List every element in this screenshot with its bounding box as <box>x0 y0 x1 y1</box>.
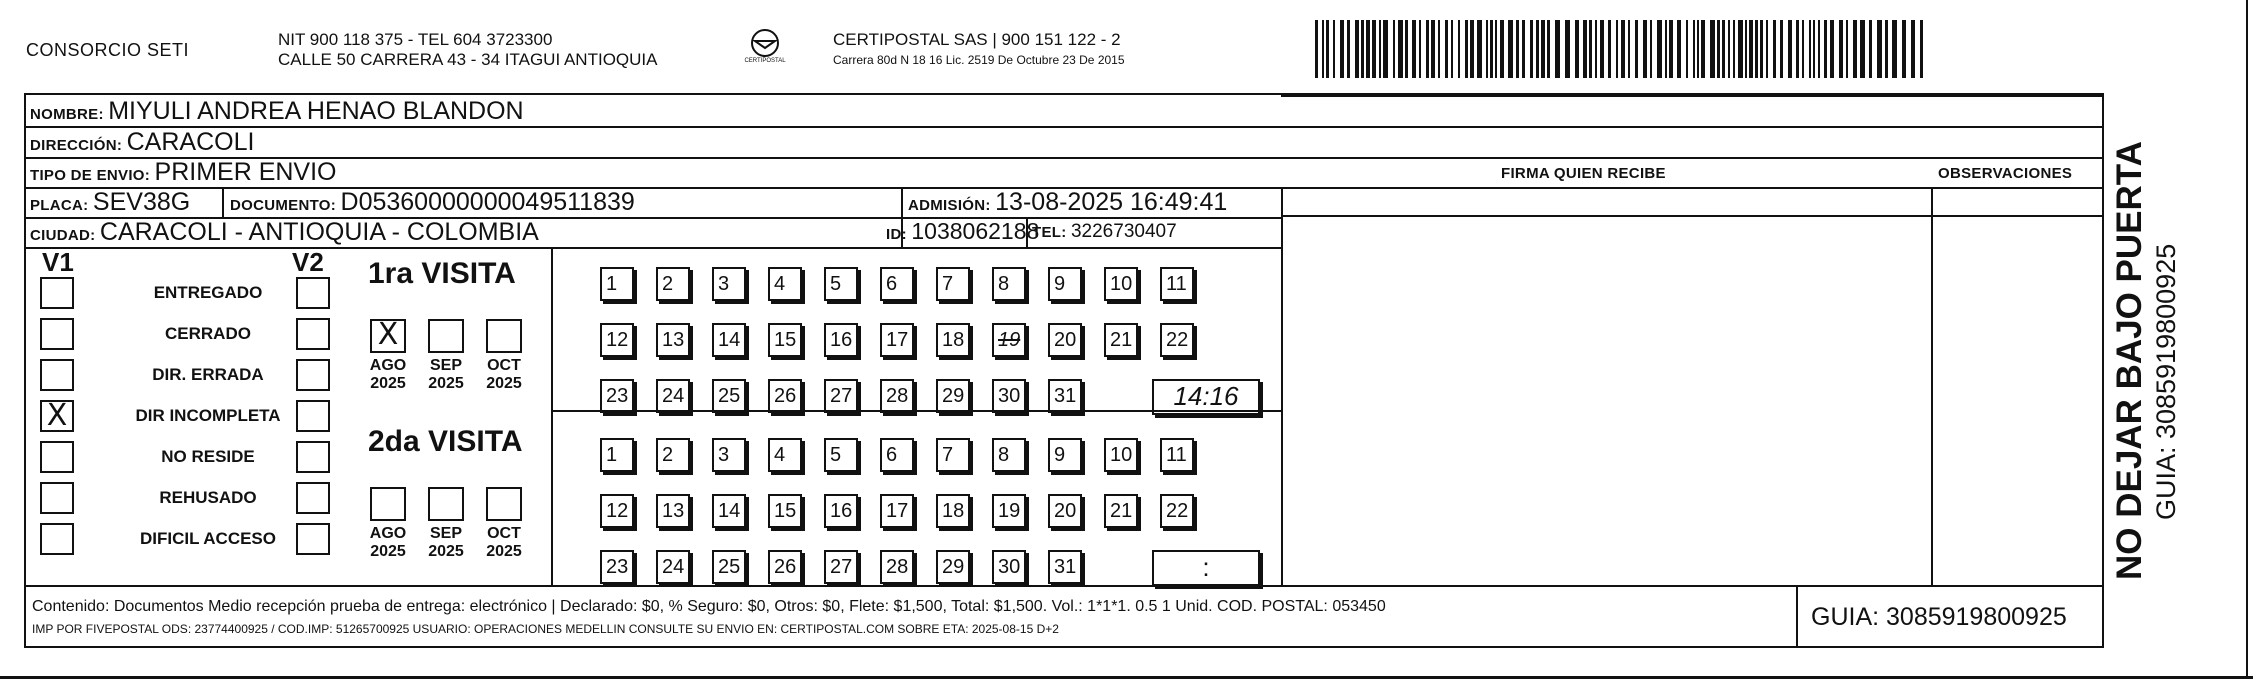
day-box[interactable]: 7 <box>936 438 970 472</box>
day-box[interactable]: 31 <box>1048 550 1082 584</box>
barcode-bar <box>1701 20 1705 78</box>
admision-label: ADMISIÓN: <box>908 197 991 214</box>
day-box[interactable]: 3 <box>712 438 746 472</box>
day-box[interactable]: 2 <box>656 267 690 301</box>
month-name: AGO <box>369 525 407 542</box>
barcode-bar <box>1470 20 1474 78</box>
day-box[interactable]: 28 <box>880 379 914 413</box>
month-checkbox[interactable] <box>428 319 464 353</box>
day-box[interactable]: 27 <box>824 379 858 413</box>
barcode-bar <box>1657 20 1662 78</box>
certipostal-info <box>833 30 1125 70</box>
barcode-bar <box>1355 20 1359 78</box>
barcode-bar <box>1650 20 1652 78</box>
barcode-bar <box>1530 20 1533 78</box>
barcode-bar <box>1813 20 1815 78</box>
nombre-value: MIYULI ANDREA HENAO BLANDON <box>108 97 524 125</box>
day-box[interactable]: 2 <box>656 438 690 472</box>
day-box[interactable]: 9 <box>1048 438 1082 472</box>
status-label: ENTREGADO <box>153 283 263 302</box>
barcode-bar <box>1920 20 1923 78</box>
tipo-label: TIPO DE ENVIO: <box>30 167 151 184</box>
footer-content: Contenido: Documentos Medio recepción prueba de entrega: electrónico | Declarado: $0, % Seguro: $0, Otros: $0, Flete: $1,500, Total: $1,500. Vol.: 1*1*1. 0.5 1 Unid. COD. POSTAL: 053450 <box>32 598 1386 615</box>
cert-line-2: Carrera 80d N 18 16 Lic. 2519 De Octubre 23 De 2015 <box>833 53 1125 67</box>
observaciones-label: OBSERVACIONES <box>1938 165 2073 182</box>
v1-checkbox[interactable] <box>40 277 74 309</box>
month-label <box>360 357 416 393</box>
barcode-bar <box>1445 20 1448 78</box>
day-box[interactable]: 16 <box>824 323 858 357</box>
barcode-bar <box>1516 20 1519 78</box>
day-box[interactable]: 29 <box>936 379 970 413</box>
v1-checkbox[interactable]: X <box>40 400 74 432</box>
day-box[interactable]: 25 <box>712 379 746 413</box>
tel-value: 3226730407 <box>1070 221 1177 242</box>
month-checkbox[interactable] <box>428 487 464 521</box>
v2-checkbox[interactable] <box>296 441 330 473</box>
address-line: CALLE 50 CARRERA 43 - 34 ITAGUI ANTIOQUIA <box>278 50 658 69</box>
placa-label: PLACA: <box>30 197 89 214</box>
barcode-bar <box>1796 20 1799 78</box>
day-box[interactable]: 15 <box>768 494 802 528</box>
day-box[interactable]: 27 <box>824 550 858 584</box>
firma-label: FIRMA QUIEN RECIBE <box>1501 165 1666 182</box>
placa-value: SEV38G <box>92 188 191 216</box>
day-box[interactable]: 8 <box>992 438 1026 472</box>
direccion-label: DIRECCIÓN: <box>30 137 123 154</box>
barcode-bar <box>1869 20 1872 78</box>
barcode-bar <box>1669 20 1673 78</box>
day-box[interactable]: 10 <box>1104 267 1138 301</box>
day-box[interactable]: 1 <box>600 438 634 472</box>
cert-line-1: CERTIPOSTAL SAS | 900 151 122 - 2 <box>833 30 1121 49</box>
barcode-bar <box>1405 20 1408 78</box>
day-box[interactable]: 5 <box>824 267 858 301</box>
tel-label: TEL: <box>1032 224 1067 241</box>
barcode-bar <box>1347 20 1350 78</box>
barcode-bar <box>1902 20 1906 78</box>
day-box[interactable]: 29 <box>936 550 970 584</box>
day-box[interactable]: 11 <box>1160 438 1194 472</box>
nombre-label: NOMBRE: <box>30 106 104 123</box>
barcode-bar <box>1846 20 1848 78</box>
barcode-bar <box>1555 20 1560 78</box>
barcode-bar <box>1860 20 1865 78</box>
day-box[interactable]: 25 <box>712 550 746 584</box>
tel-cell <box>1032 221 1177 243</box>
barcode-bar <box>1738 20 1743 78</box>
delivery-form <box>24 93 2104 648</box>
v2-checkbox[interactable] <box>296 277 330 309</box>
day-box[interactable]: 22 <box>1160 323 1194 357</box>
barcode-bar <box>1340 20 1344 78</box>
day-box[interactable]: 24 <box>656 379 690 413</box>
documento-label: DOCUMENTO: <box>230 197 337 214</box>
day-box[interactable]: 23 <box>600 550 634 584</box>
side-guia: GUIA: 3085919800925 <box>2151 243 2181 520</box>
day-box[interactable]: 20 <box>1048 494 1082 528</box>
v2-checkbox[interactable] <box>296 482 330 514</box>
day-box[interactable]: 26 <box>768 379 802 413</box>
barcode-bar <box>1438 20 1440 78</box>
status-label: DIR. ERRADA <box>152 365 264 384</box>
day-box[interactable]: 28 <box>880 550 914 584</box>
barcode-bar <box>1398 20 1403 78</box>
day-box[interactable]: 5 <box>824 438 858 472</box>
day-box[interactable]: 4 <box>768 267 802 301</box>
month-label <box>418 357 474 393</box>
second-visit-time[interactable]: : <box>1152 550 1260 586</box>
v1-checkbox[interactable] <box>40 523 74 555</box>
day-box[interactable]: 14 <box>712 323 746 357</box>
barcode-bar <box>1366 20 1370 78</box>
month-checkbox[interactable] <box>486 319 522 353</box>
month-name: AGO <box>369 357 407 374</box>
ciudad-label: CIUDAD: <box>30 227 96 244</box>
day-box[interactable]: 13 <box>656 323 690 357</box>
month-label <box>418 525 474 561</box>
barcode-bar <box>1490 20 1493 78</box>
direccion-value: CARACOLI <box>126 128 255 156</box>
status-label: DIFICIL ACCESO <box>139 529 276 548</box>
company-name: CONSORCIO SETI <box>26 40 190 60</box>
month-label <box>360 525 416 561</box>
barcode-bar <box>1477 20 1482 78</box>
barcode-bar <box>1830 20 1834 78</box>
barcode-bar <box>1766 20 1768 78</box>
barcode-bar <box>1809 20 1811 78</box>
barcode-bar <box>1379 20 1381 78</box>
barcode-bar <box>1788 20 1792 78</box>
barcode-bar <box>1326 20 1329 78</box>
id-value: 1038062188 <box>911 218 1040 244</box>
v1-checkbox[interactable] <box>40 482 74 514</box>
v1-checkbox[interactable] <box>40 318 74 350</box>
barcode-bar <box>1697 20 1699 78</box>
day-box[interactable]: 13 <box>656 494 690 528</box>
barcode-bar <box>1565 20 1570 78</box>
ciudad-value: CARACOLI - ANTIOQUIA - COLOMBIA <box>99 218 539 246</box>
barcode-bar <box>1693 20 1695 78</box>
v2-checkbox[interactable] <box>296 523 330 555</box>
status-label: REHUSADO <box>159 488 257 507</box>
day-box[interactable]: 21 <box>1104 323 1138 357</box>
barcode-bar <box>1839 20 1843 78</box>
barcode-bar <box>1575 20 1579 78</box>
day-box[interactable]: 8 <box>992 267 1026 301</box>
barcode-bar <box>1722 20 1725 78</box>
barcode-bar <box>1608 20 1611 78</box>
barcode-bar <box>1616 20 1618 78</box>
barcode-bar <box>1853 20 1857 78</box>
barcode-bar <box>1412 20 1416 78</box>
day-box[interactable]: 30 <box>992 379 1026 413</box>
v2-checkbox[interactable] <box>296 359 330 391</box>
barcode-bar <box>1892 20 1897 78</box>
id-cell <box>886 218 1039 245</box>
barcode-bar <box>1451 20 1453 78</box>
page-right-rule <box>2246 0 2248 676</box>
month-checkbox[interactable]: X <box>370 319 406 353</box>
month-year: 2025 <box>370 543 406 560</box>
day-box[interactable]: 21 <box>1104 494 1138 528</box>
day-box[interactable]: 15 <box>768 323 802 357</box>
month-label <box>476 525 532 561</box>
barcode-bar <box>1458 20 1460 78</box>
v2-checkbox[interactable] <box>296 400 330 432</box>
day-box[interactable]: 20 <box>1048 323 1082 357</box>
barcode-bar <box>1372 20 1376 78</box>
no-dejar-bajo-puerta: NO DEJAR BAJO PUERTA <box>2110 141 2149 580</box>
day-box[interactable]: 9 <box>1048 267 1082 301</box>
month-name: SEP <box>429 357 462 374</box>
day-box[interactable]: 23 <box>600 379 634 413</box>
day-box[interactable]: 6 <box>880 438 914 472</box>
barcode-bar <box>1383 20 1388 78</box>
month-checkbox[interactable] <box>370 487 406 521</box>
barcode-bar <box>1755 20 1758 78</box>
barcode-bar <box>1500 20 1504 78</box>
barcode-bar <box>1728 20 1730 78</box>
barcode-bar <box>1508 20 1513 78</box>
company-nit-address <box>278 30 657 70</box>
admision-cell <box>908 188 1227 217</box>
barcode-bar <box>1589 20 1592 78</box>
barcode-bar <box>1621 20 1625 78</box>
status-label: CERRADO <box>165 324 251 343</box>
admision-value: 13-08-2025 16:49:41 <box>995 188 1228 216</box>
month-name: SEP <box>429 525 462 542</box>
month-label <box>476 357 532 393</box>
barcode-bar <box>1426 20 1429 78</box>
barcode-bar <box>1911 20 1915 78</box>
barcode <box>1315 20 1923 78</box>
barcode-bar <box>1745 20 1747 78</box>
day-box[interactable]: 19 <box>992 494 1026 528</box>
barcode-bar <box>1773 20 1776 78</box>
barcode-bar <box>1583 20 1587 78</box>
day-box[interactable]: 10 <box>1104 438 1138 472</box>
direccion-row <box>30 128 254 157</box>
barcode-bar <box>1536 20 1539 78</box>
second-visit-title: 2da VISITA <box>368 425 523 458</box>
month-name: OCT <box>487 357 521 374</box>
v2-checkbox[interactable] <box>296 318 330 350</box>
day-box[interactable]: 12 <box>600 323 634 357</box>
nombre-row <box>30 97 524 126</box>
certipostal-logo <box>735 28 795 88</box>
ciudad-cell <box>30 218 539 247</box>
barcode-bar <box>1541 20 1545 78</box>
tipo-row <box>30 158 337 187</box>
barcode-bar <box>1733 20 1735 78</box>
v1-checkbox[interactable] <box>40 441 74 473</box>
day-box[interactable]: 7 <box>936 267 970 301</box>
barcode-bar <box>1818 20 1820 78</box>
barcode-bar <box>1677 20 1681 78</box>
day-box[interactable]: 3 <box>712 267 746 301</box>
placa-cell <box>30 188 190 217</box>
barcode-bar <box>1877 20 1882 78</box>
barcode-bar <box>1686 20 1688 78</box>
side-notice <box>2110 141 2182 580</box>
day-box[interactable]: 1 <box>600 267 634 301</box>
barcode-bar <box>1802 20 1804 78</box>
month-year: 2025 <box>370 375 406 392</box>
day-box[interactable]: 12 <box>600 494 634 528</box>
barcode-bar <box>1431 20 1435 78</box>
guia-number: GUIA: 3085919800925 <box>1811 603 2067 631</box>
documento-value: D05360000000049511839 <box>340 188 635 216</box>
first-visit-time[interactable]: 14:16 <box>1152 379 1260 415</box>
id-label: ID: <box>886 226 907 243</box>
barcode-bar <box>1322 20 1324 78</box>
v1-checkbox[interactable] <box>40 359 74 391</box>
first-visit-title: 1ra VISITA <box>368 257 516 290</box>
page-bottom-rule <box>0 676 2253 679</box>
barcode-bar <box>1465 20 1468 78</box>
tipo-value: PRIMER ENVIO <box>154 158 337 186</box>
day-box[interactable]: 16 <box>824 494 858 528</box>
day-box[interactable]: 4 <box>768 438 802 472</box>
barcode-bar <box>1628 20 1630 78</box>
barcode-bar <box>1749 20 1753 78</box>
barcode-bar <box>1595 20 1597 78</box>
barcode-bar <box>1547 20 1550 78</box>
status-label: DIR INCOMPLETA <box>135 406 281 425</box>
month-year: 2025 <box>428 543 464 560</box>
v1-label: V1 <box>42 247 74 277</box>
barcode-bar <box>1665 20 1667 78</box>
day-box[interactable]: 17 <box>880 494 914 528</box>
barcode-bar <box>1495 20 1497 78</box>
logo-text: CERTIPOSTAL <box>744 58 786 64</box>
barcode-bar <box>1780 20 1783 78</box>
month-year: 2025 <box>486 543 522 560</box>
barcode-bar <box>1333 20 1335 78</box>
barcode-bar <box>1717 20 1720 78</box>
day-box[interactable]: 19 <box>992 323 1026 357</box>
barcode-bar <box>1486 20 1488 78</box>
barcode-bar <box>1643 20 1647 78</box>
documento-cell <box>230 188 635 217</box>
barcode-bar <box>1315 20 1318 78</box>
barcode-bar <box>1760 20 1763 78</box>
day-box[interactable]: 11 <box>1160 267 1194 301</box>
day-box[interactable]: 22 <box>1160 494 1194 528</box>
barcode-bar <box>1600 20 1604 78</box>
v2-label: V2 <box>292 247 324 277</box>
barcode-bar <box>1393 20 1395 78</box>
barcode-bar <box>1710 20 1715 78</box>
day-box[interactable]: 14 <box>712 494 746 528</box>
day-box[interactable]: 6 <box>880 267 914 301</box>
status-label: NO RESIDE <box>161 447 255 466</box>
month-year: 2025 <box>486 375 522 392</box>
month-year: 2025 <box>428 375 464 392</box>
day-box[interactable]: 18 <box>936 494 970 528</box>
barcode-bar <box>1635 20 1638 78</box>
barcode-bar <box>1419 20 1421 78</box>
day-box[interactable]: 24 <box>656 550 690 584</box>
nit-line: NIT 900 118 375 - TEL 604 3723300 <box>278 30 553 49</box>
barcode-bar <box>1824 20 1827 78</box>
barcode-bar <box>1361 20 1364 78</box>
day-box[interactable]: 30 <box>992 550 1026 584</box>
month-checkbox[interactable] <box>486 487 522 521</box>
day-box[interactable]: 17 <box>880 323 914 357</box>
barcode-bar <box>1522 20 1525 78</box>
month-name: OCT <box>487 525 521 542</box>
barcode-bar <box>1885 20 1888 78</box>
day-box[interactable]: 31 <box>1048 379 1082 413</box>
day-box[interactable]: 26 <box>768 550 802 584</box>
footer-tracking: IMP POR FIVEPOSTAL ODS: 23774400925 / COD.IMP: 51265700925 USUARIO: OPERACIONES MEDELLIN CONSULTE SU ENVIO EN: CERTIPOSTAL.COM SOBRE ETA: 2025-08-15 D+2 <box>32 622 1059 636</box>
envelope-logo-icon <box>746 28 784 58</box>
day-box[interactable]: 18 <box>936 323 970 357</box>
